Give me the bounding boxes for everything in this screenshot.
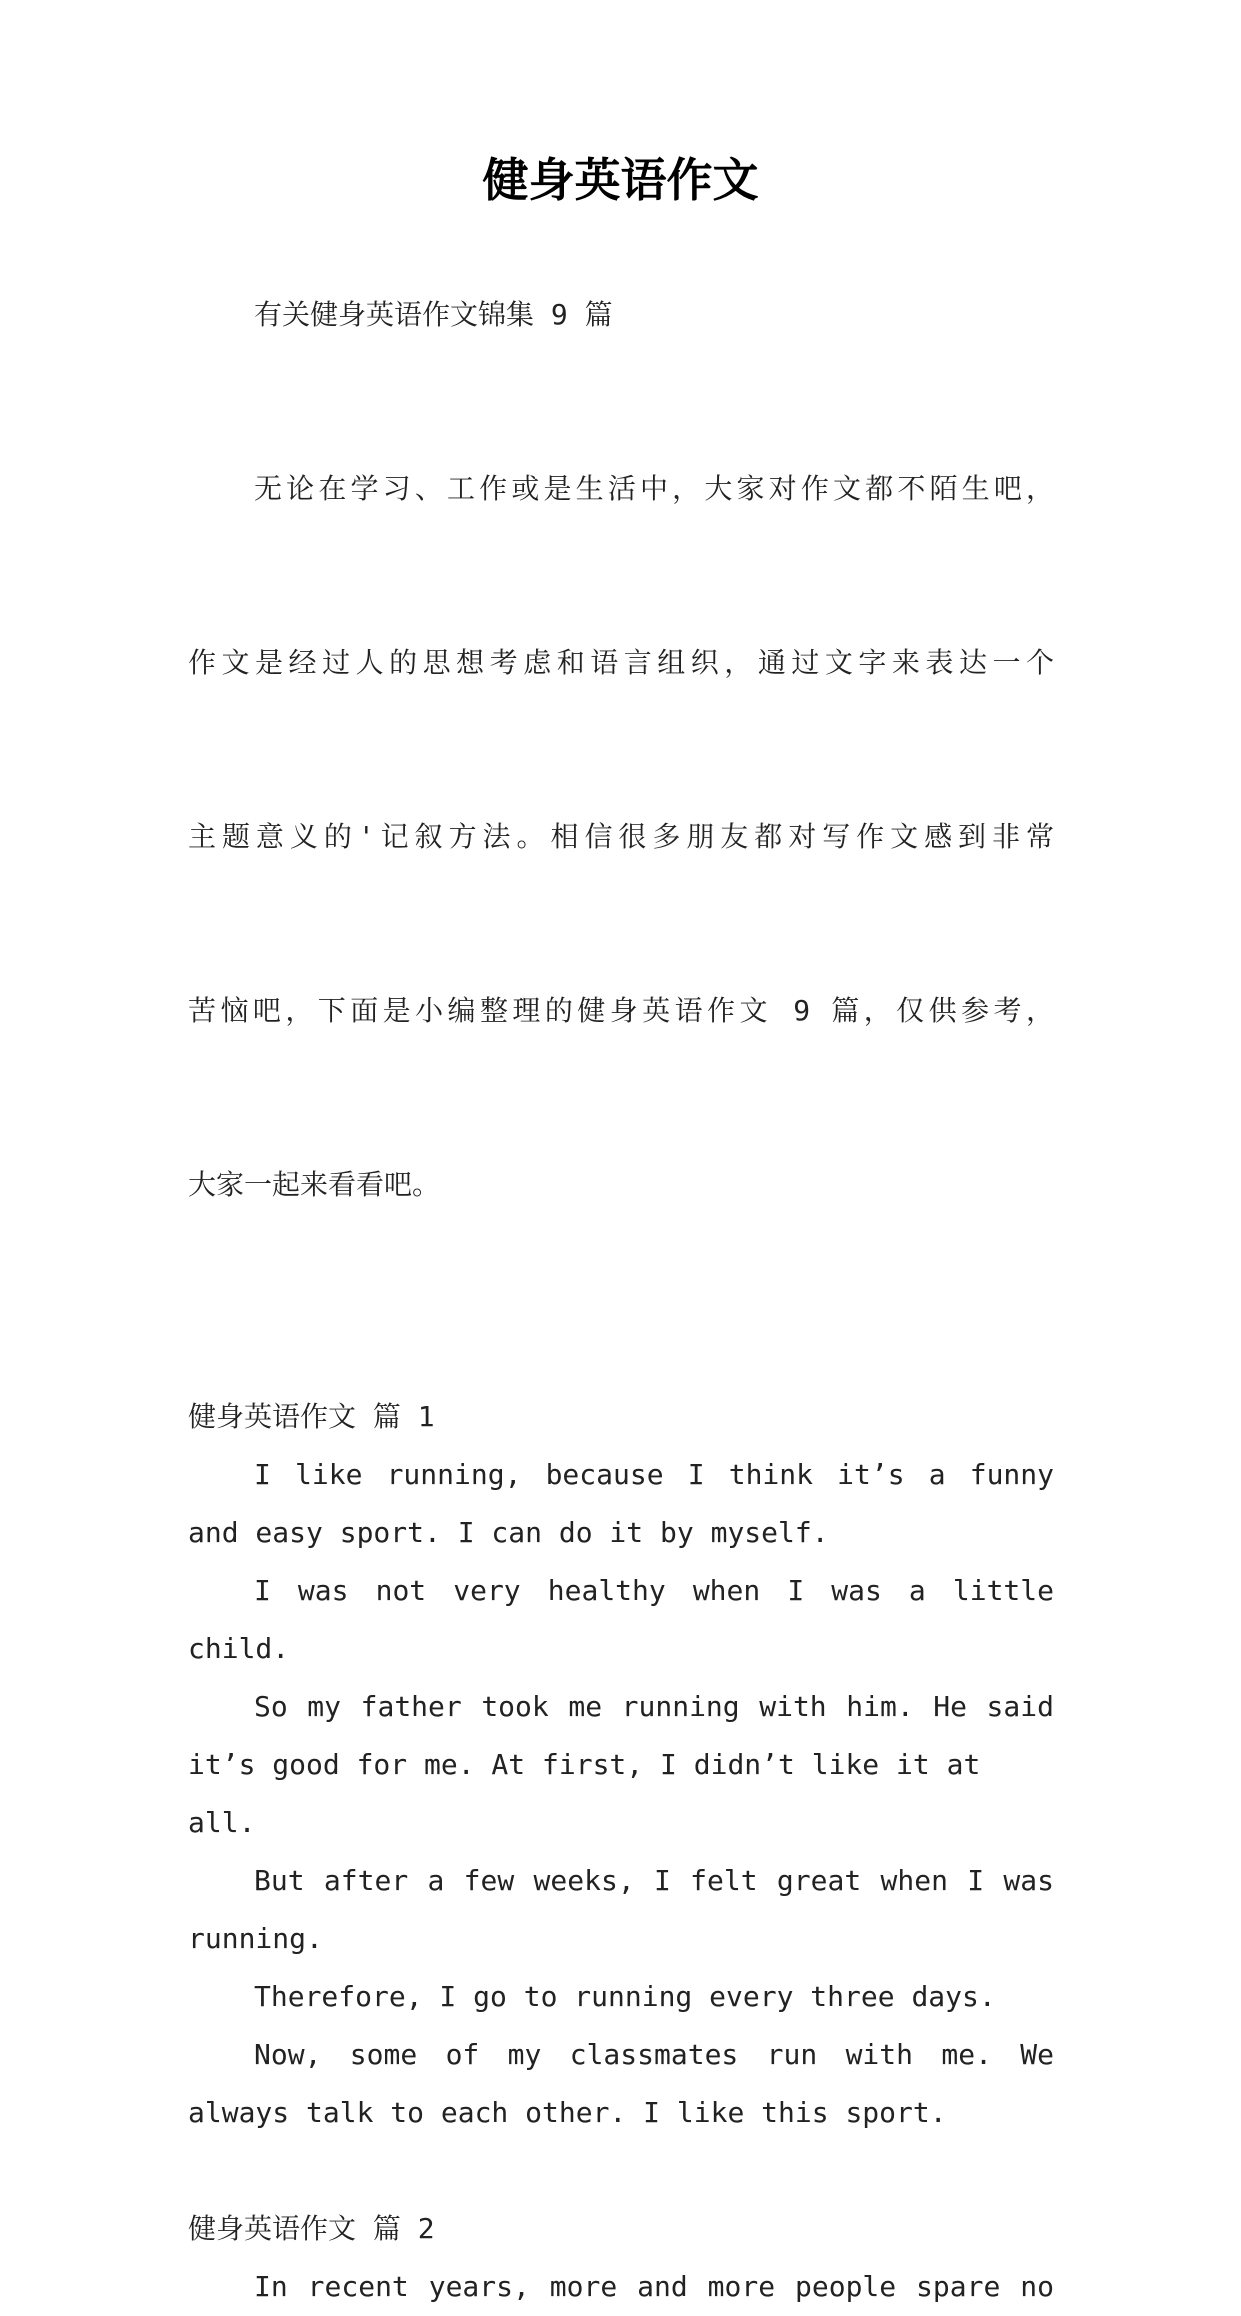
essay-line: I was not very healthy when I was a little <box>254 1574 1054 1607</box>
intro-paragraph <box>188 344 1054 1330</box>
essay-paragraph <box>188 1678 1054 1852</box>
essay-line: it’s good for me. At first, I didn’t like it at all. <box>188 1748 981 1839</box>
section-gap <box>188 2142 1054 2200</box>
essay-paragraph <box>188 1446 1054 1562</box>
document-body <box>188 286 1054 2316</box>
essay-line: Therefore, I go to running every three days. <box>254 1980 996 2013</box>
essay-paragraph <box>188 1968 1054 2026</box>
intro-line: 无论在学习、工作或是生活中，大家对作文都不陌生吧， <box>254 472 1054 505</box>
intro-line: 苦恼吧，下面是小编整理的健身英语作文 9 篇，仅供参考， <box>188 994 1054 1027</box>
essay-heading: 健身英语作文 篇 2 <box>188 2212 435 2245</box>
intro-line: 作文是经过人的思想考虑和语言组织，通过文字来表达一个 <box>188 646 1054 679</box>
essay-line: child. <box>188 1632 290 1665</box>
document-title: 健身英语作文 <box>482 153 759 207</box>
intro-summary: 有关健身英语作文锦集 9 篇 <box>254 298 613 331</box>
essay-line: But after a few weeks, I felt great when I was <box>254 1864 1054 1897</box>
intro-line: 大家一起来看看吧。 <box>188 1168 441 1201</box>
essay-paragraph <box>188 2258 1054 2316</box>
essay-line: Now, some of my classmates run with me. We <box>254 2038 1054 2071</box>
essay-paragraph <box>188 1562 1054 1678</box>
section-gap <box>188 1330 1054 1388</box>
essay-line: So my father took me running with him. He said <box>254 1690 1054 1723</box>
essay-paragraph <box>188 2026 1054 2142</box>
essay-line: In recent years, more and more people spare no <box>254 2270 1054 2303</box>
essay-line: running. <box>188 1922 323 1955</box>
intro-line: 主题意义的'记叙方法。相信很多朋友都对写作文感到非常 <box>188 820 1054 853</box>
essay-paragraph <box>188 1852 1054 1968</box>
essay-line: I like running, because I think it’s a funny <box>254 1458 1054 1491</box>
essay-heading: 健身英语作文 篇 1 <box>188 1400 435 1433</box>
essay-line: always talk to each other. I like this sport. <box>188 2096 947 2129</box>
essay-line: and easy sport. I can do it by myself. <box>188 1516 829 1549</box>
